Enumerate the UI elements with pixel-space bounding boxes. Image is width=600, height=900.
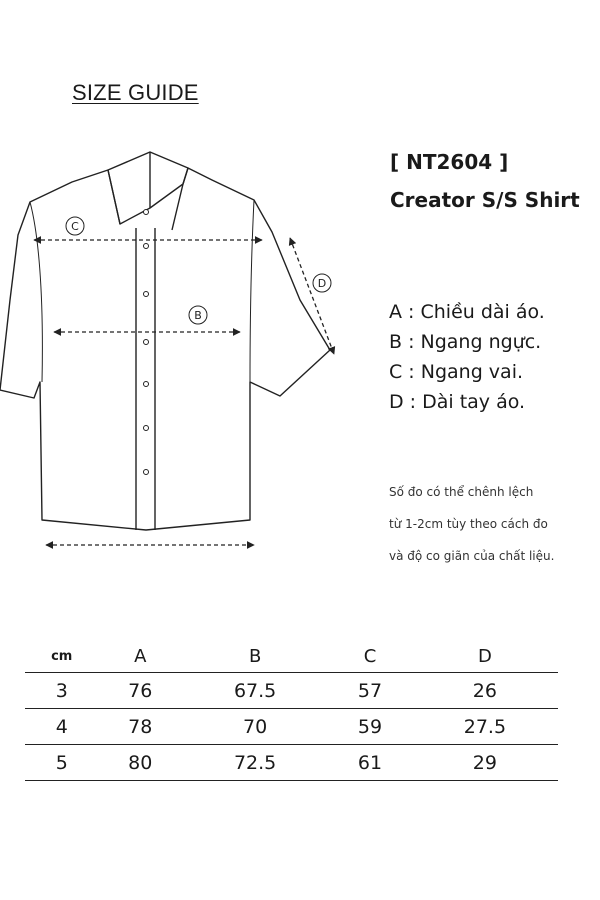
label-c: C bbox=[71, 220, 79, 233]
label-d: D bbox=[317, 277, 327, 290]
table-row bbox=[25, 709, 558, 745]
header-unit: cm bbox=[51, 648, 73, 664]
product-name: Creator S/S Shirt bbox=[390, 188, 580, 212]
button-dot bbox=[144, 340, 149, 345]
value-d: 26 bbox=[472, 679, 497, 702]
size-table bbox=[25, 640, 558, 781]
value-a: 76 bbox=[128, 679, 153, 702]
button-dot bbox=[144, 382, 149, 387]
note-line: Số đo có thể chênh lệch bbox=[389, 485, 534, 499]
product-code: [ NT2604 ] bbox=[390, 150, 509, 174]
button-dot bbox=[144, 210, 149, 215]
legend-item-d: D : Dài tay áo. bbox=[389, 391, 526, 413]
value-a: 78 bbox=[128, 715, 153, 738]
table-row bbox=[25, 673, 558, 709]
size-cell: 4 bbox=[55, 715, 68, 738]
measurement-note bbox=[389, 476, 554, 572]
page-title: SIZE GUIDE bbox=[72, 80, 199, 105]
shirt-diagram bbox=[0, 140, 360, 560]
legend-item-b: B : Ngang ngực. bbox=[389, 331, 542, 353]
header-a: A bbox=[134, 645, 147, 667]
value-b: 67.5 bbox=[233, 679, 277, 702]
value-d: 27.5 bbox=[463, 715, 507, 738]
button-dot bbox=[144, 426, 149, 431]
value-c: 57 bbox=[357, 679, 383, 702]
shirt-outline bbox=[0, 168, 330, 530]
value-c: 59 bbox=[357, 715, 383, 738]
placket bbox=[136, 228, 155, 530]
note-line: và độ co giãn của chất liệu. bbox=[389, 549, 555, 563]
button-dot bbox=[144, 470, 149, 475]
value-c: 61 bbox=[357, 751, 383, 774]
size-cell: 5 bbox=[55, 751, 68, 774]
value-a: 80 bbox=[128, 751, 153, 774]
legend-item-a: A : Chiều dài áo. bbox=[389, 301, 545, 323]
button-dot bbox=[144, 244, 149, 249]
legend-item-c: C : Ngang vai. bbox=[389, 361, 524, 383]
header-b: B bbox=[248, 645, 262, 667]
value-b: 70 bbox=[243, 715, 268, 738]
value-d: 29 bbox=[472, 751, 497, 774]
measurement-legend bbox=[389, 297, 545, 417]
header-c: C bbox=[363, 645, 377, 667]
table-header-row bbox=[25, 640, 558, 673]
table-row bbox=[25, 745, 558, 781]
header-d: D bbox=[477, 645, 492, 667]
measure-d-arrow bbox=[290, 238, 334, 354]
label-b: B bbox=[194, 309, 202, 322]
value-b: 72.5 bbox=[233, 751, 277, 774]
note-line: từ 1-2cm tùy theo cách đo bbox=[389, 517, 548, 531]
size-cell: 3 bbox=[55, 679, 68, 702]
button-dot bbox=[144, 292, 149, 297]
